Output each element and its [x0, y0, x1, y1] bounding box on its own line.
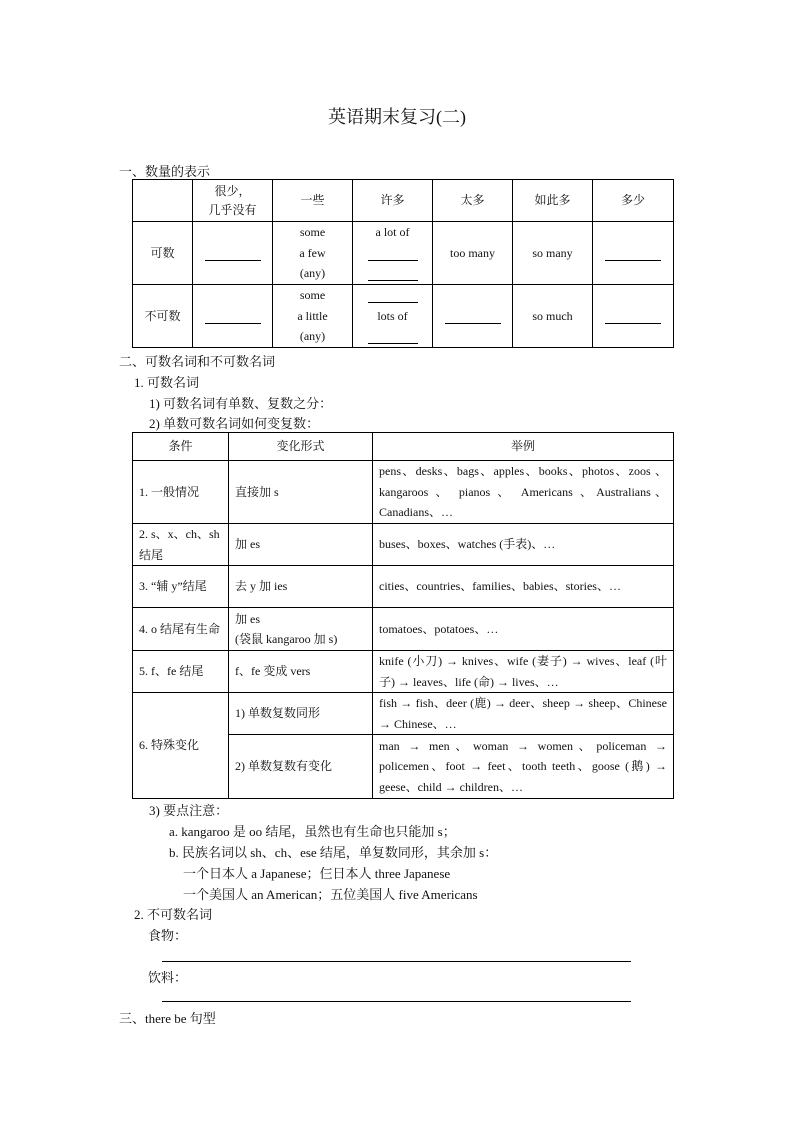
uncountable-much-cell — [353, 285, 433, 348]
header-some: 一些 — [273, 180, 353, 222]
note-a: a. kangaroo 是 oo 结尾，虽然也有生命也只能加 s； — [169, 824, 456, 839]
rule-form: 去 y 加 ies — [229, 566, 373, 608]
countable-so-many: so many — [513, 222, 593, 285]
rule-form: 直接加 s — [229, 461, 373, 524]
drink-label: 饮料： — [148, 970, 188, 985]
countable-nouns-heading: 1. 可数名词 — [134, 375, 200, 390]
rule-example: tomatoes、potatoes、… — [373, 608, 674, 651]
countable-how-many-cell — [593, 222, 674, 285]
header-empty-cell — [133, 180, 193, 222]
countable-label: 可数 — [133, 222, 193, 285]
notes-heading: 3) 要点注意： — [149, 803, 229, 818]
word-lots-of: lots of — [377, 308, 408, 323]
section1-heading: 一、数量的表示 — [119, 164, 211, 179]
drink-answer-line — [162, 1001, 631, 1002]
rule-example: man → men、woman → women、policeman → policemen、foot → feet、tooth teeth、goose (鹅) → geese、child → children、… — [373, 735, 674, 799]
header-so-many: 如此多 — [513, 180, 593, 222]
example-line-1: 一个日本人 a Japanese；仨日本人 three Japanese — [183, 866, 451, 881]
rule-example: pens、desks、bags、apples、books、photos、zoos 、 kangaroos 、 pianos 、 Americans 、Australians、Canadians、… — [373, 461, 674, 524]
uncountable-nouns-heading: 2. 不可数名词 — [134, 907, 213, 922]
food-label: 食物： — [148, 928, 188, 943]
uncountable-little-cell — [193, 285, 273, 348]
note-b: b. 民族名词以 sh、ch、ese 结尾，单复数同形，其余加 s： — [169, 845, 498, 860]
fill-blank — [368, 331, 418, 344]
fill-blank — [205, 248, 261, 261]
fill-blank — [605, 311, 661, 324]
countable-too-many: too many — [433, 222, 513, 285]
section2-heading: 二、可数名词和不可数名词 — [119, 354, 276, 369]
fill-blank — [368, 268, 418, 281]
point-1: 1) 可数名词有单数、复数之分： — [149, 396, 333, 411]
header-few: 很少， 几乎没有 — [193, 180, 273, 222]
rule-form: f、fe 变成 vers — [229, 651, 373, 693]
word-a-little: a little — [297, 308, 328, 323]
countable-few-cell — [193, 222, 273, 285]
fill-blank — [605, 248, 661, 261]
point-2: 2) 单数可数名词如何变复数： — [149, 416, 320, 431]
rule-condition: 2. s、x、ch、sh 结尾 — [133, 524, 229, 566]
fill-blank — [368, 248, 418, 261]
col-header-condition: 条件 — [133, 433, 229, 461]
word-any: (any) — [299, 329, 326, 344]
col-header-example: 举例 — [373, 433, 674, 461]
countable-some-cell — [273, 222, 353, 285]
rule-form: 2) 单数复数有变化 — [229, 735, 373, 799]
uncountable-how-much-cell — [593, 285, 674, 348]
fill-blank — [205, 311, 261, 324]
word-some: some — [299, 288, 326, 303]
fill-blank — [368, 290, 418, 303]
rule-condition-special: 6. 特殊变化 — [133, 693, 229, 799]
rule-form: 加 es — [229, 524, 373, 566]
col-header-form: 变化形式 — [229, 433, 373, 461]
header-too-many: 太多 — [433, 180, 513, 222]
header-how-many: 多少 — [593, 180, 674, 222]
rule-example: cities、countries、families、babies、stories、… — [373, 566, 674, 608]
rule-form: 1) 单数复数同形 — [229, 693, 373, 735]
rule-form: 加 es (袋鼠 kangaroo 加 s) — [229, 608, 373, 651]
section3-heading: 三、there be 句型 — [119, 1011, 216, 1026]
word-any: (any) — [299, 266, 326, 281]
word-a-few: a few — [299, 245, 326, 260]
example-line-2: 一个美国人 an American；五位美国人 five Americans — [183, 887, 478, 902]
rule-condition: 3. “辅 y”结尾 — [133, 566, 229, 608]
rule-example: buses、boxes、watches (手表)、… — [373, 524, 674, 566]
food-answer-line — [162, 961, 631, 962]
word-some: some — [299, 225, 326, 240]
header-many: 许多 — [353, 180, 433, 222]
uncountable-some-cell — [273, 285, 353, 348]
page-title: 英语期末复习(二) — [328, 107, 466, 127]
rule-condition: 4. o 结尾有生命 — [133, 608, 229, 651]
rule-condition: 1. 一般情况 — [133, 461, 229, 524]
quantity-table — [132, 179, 674, 348]
word-a-lot-of: a lot of — [375, 225, 410, 240]
countable-many-cell — [353, 222, 433, 285]
rule-example: knife (小刀) → knives、wife (妻子) → wives、leaf (叶子) → leaves、life (命) → lives、… — [373, 651, 674, 693]
rule-example: fish → fish、deer (鹿) → deer、sheep → sheep、Chinese → Chinese、… — [373, 693, 674, 735]
uncountable-label: 不可数 — [133, 285, 193, 348]
uncountable-too-much-cell — [433, 285, 513, 348]
plural-rules-table — [132, 432, 674, 799]
fill-blank — [445, 311, 501, 324]
rule-condition: 5. f、fe 结尾 — [133, 651, 229, 693]
uncountable-so-much: so much — [513, 285, 593, 348]
